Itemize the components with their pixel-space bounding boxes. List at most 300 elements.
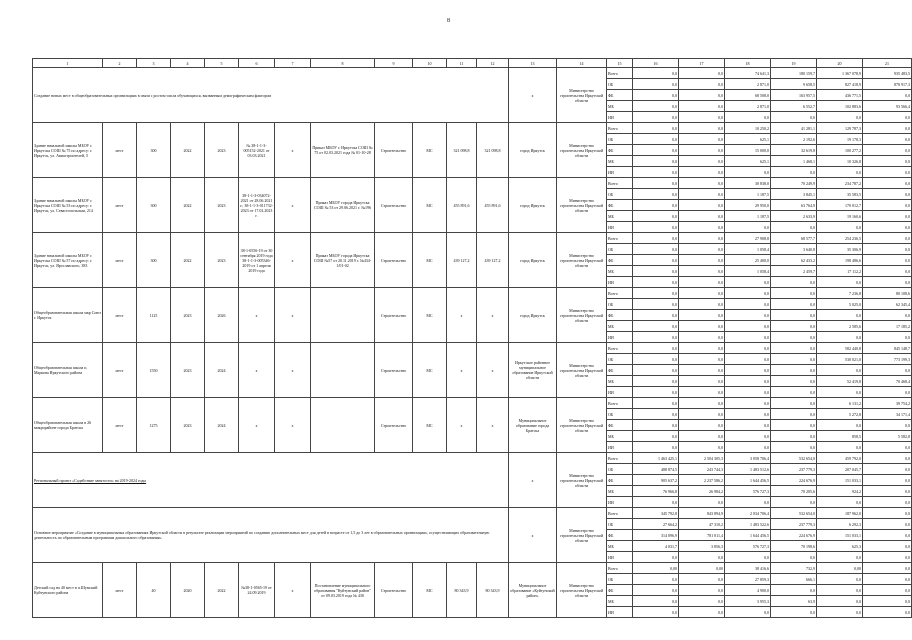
object-cell-8: Приказ МБОУ города Иркутска СОШ № 53 от 29.06.2021 г. №196 bbox=[311, 178, 375, 233]
column-number: 11 bbox=[447, 59, 477, 68]
object-cell-9: Строительство bbox=[375, 233, 413, 288]
amount-cell: 26 984,2 bbox=[679, 486, 725, 497]
source-label: ОБ bbox=[607, 574, 633, 585]
amount-cell: 0,0 bbox=[679, 409, 725, 420]
amount-cell: 2 459,7 bbox=[771, 266, 817, 277]
object-cell-4: 2022 bbox=[171, 233, 205, 288]
amount-cell: 625,1 bbox=[725, 134, 771, 145]
amount-cell: 2 871,0 bbox=[725, 79, 771, 90]
amount-cell: 0,0 bbox=[633, 574, 679, 585]
amount-cell: 0,0 bbox=[817, 387, 863, 398]
amount-cell: 0,0 bbox=[863, 200, 912, 211]
table-row-group-first bbox=[33, 398, 912, 409]
amount-cell: 2 871,0 bbox=[725, 101, 771, 112]
amount-cell: 0,0 bbox=[725, 398, 771, 409]
amount-cell: 530 021,0 bbox=[817, 354, 863, 365]
column-number: 7 bbox=[275, 59, 311, 68]
amount-cell: 0,0 bbox=[771, 167, 817, 178]
amount-cell: 70 198,6 bbox=[771, 541, 817, 552]
item-title-cell: Создание новых мест в общеобразовательных организациях в связи с ростом числа обучающихся, вызванным демографическим фактором bbox=[33, 68, 509, 123]
amount-cell: 0,0 bbox=[679, 442, 725, 453]
amount-cell: 0,0 bbox=[863, 233, 912, 244]
amount-cell: 0,0 bbox=[679, 244, 725, 255]
object-cell-10: МС bbox=[413, 178, 447, 233]
amount-cell: 0,0 bbox=[679, 585, 725, 596]
amount-cell: 0,0 bbox=[863, 266, 912, 277]
object-cell-5: 2023 bbox=[205, 178, 239, 233]
amount-cell: 0,0 bbox=[633, 310, 679, 321]
amount-cell: 0,0 bbox=[771, 321, 817, 332]
object-cell-8: Приказ МБОУ г. Иркутска СОШ № 75 от 02.03.2021 года № 01-10-28 bbox=[311, 123, 375, 178]
object-cell-12: х bbox=[477, 343, 509, 398]
object-cell-13: Иркутское районное муниципальное образование Иркутской области bbox=[509, 343, 557, 398]
object-cell-6: 38-1-0556-19 от 30 сентября 2019 года 38-1-1-3-005346-2019 от 1 апреля 2019 года bbox=[239, 233, 275, 288]
amount-cell: 163 957,5 bbox=[771, 90, 817, 101]
object-cell-5: 2026 bbox=[205, 288, 239, 343]
amount-cell: 0,0 bbox=[633, 211, 679, 222]
amount-cell: 10 326,8 bbox=[817, 156, 863, 167]
source-label: МБ bbox=[607, 596, 633, 607]
source-label: МБ bbox=[607, 376, 633, 387]
amount-cell: 0,0 bbox=[633, 244, 679, 255]
amount-cell: 0,0 bbox=[863, 310, 912, 321]
amount-cell: 0,0 bbox=[863, 112, 912, 123]
object-cell-1: Здание начальной школы МБОУ г. Иркутска СОШ № 53 по адресу: г. Иркутск, ул. Севастопольская, 214 bbox=[33, 178, 103, 233]
amount-cell: 3 640,8 bbox=[771, 244, 817, 255]
object-cell-1: Общеобразовательная школа мкр Союз г. Иркутск bbox=[33, 288, 103, 343]
source-label: ОБ bbox=[607, 299, 633, 310]
source-label: Всего bbox=[607, 398, 633, 409]
table-row-group-first bbox=[33, 178, 912, 189]
column-number: 12 bbox=[477, 59, 509, 68]
responsible-cell: Министерство строительства Иркутской области bbox=[557, 453, 607, 508]
amount-cell: 0,0 bbox=[817, 277, 863, 288]
object-cell-2: мест bbox=[103, 288, 137, 343]
amount-cell: 0,0 bbox=[679, 376, 725, 387]
amount-cell: 0,0 bbox=[817, 497, 863, 508]
object-cell-13: город Иркутск bbox=[509, 233, 557, 288]
amount-cell: 15 000,0 bbox=[725, 145, 771, 156]
amount-cell: 0,0 bbox=[679, 112, 725, 123]
amount-cell: 0,0 bbox=[863, 90, 912, 101]
amount-cell: 76 966,8 bbox=[633, 486, 679, 497]
amount-cell: 0,0 bbox=[679, 574, 725, 585]
source-label: ИИ bbox=[607, 442, 633, 453]
amount-cell: 1 483 522,6 bbox=[725, 519, 771, 530]
amount-cell: 576 727,3 bbox=[725, 541, 771, 552]
amount-cell: 27 859,3 bbox=[725, 574, 771, 585]
amount-cell: 2 237 586,2 bbox=[679, 475, 725, 486]
responsible-cell: Министерство строительства Иркутской области bbox=[557, 508, 607, 563]
page-number: 8 bbox=[447, 18, 450, 24]
object-cell-5: 2023 bbox=[205, 123, 239, 178]
object-cell-2: мест bbox=[103, 398, 137, 453]
object-cell-12: 455 891,6 bbox=[477, 178, 509, 233]
source-label: Всего bbox=[607, 563, 633, 574]
table-row-group-first bbox=[33, 453, 912, 464]
object-cell-5: 2023 bbox=[205, 233, 239, 288]
amount-cell: 0,0 bbox=[633, 321, 679, 332]
object-cell-4: 2020 bbox=[171, 563, 205, 618]
object-cell-1: Общеобразовательная школа в 26 микрорайоне города Братска bbox=[33, 398, 103, 453]
amount-cell: 32 619,8 bbox=[771, 145, 817, 156]
amount-cell: 0,0 bbox=[817, 332, 863, 343]
column-number: 13 bbox=[509, 59, 557, 68]
source-label: МБ bbox=[607, 431, 633, 442]
amount-cell: 0,0 bbox=[633, 552, 679, 563]
amount-cell: 0,0 bbox=[679, 277, 725, 288]
source-label: ИИ bbox=[607, 222, 633, 233]
object-cell-3: 1550 bbox=[137, 343, 171, 398]
amount-cell: 2 585,6 bbox=[817, 321, 863, 332]
column-number: 4 bbox=[171, 59, 205, 68]
source-label: Всего bbox=[607, 343, 633, 354]
amount-cell: 0,0 bbox=[679, 123, 725, 134]
amount-cell: 0,0 bbox=[771, 299, 817, 310]
amount-cell: 25 400,0 bbox=[725, 255, 771, 266]
amount-cell: 0,0 bbox=[725, 442, 771, 453]
column-number: 8 bbox=[311, 59, 375, 68]
amount-cell: 3 955,3 bbox=[725, 596, 771, 607]
object-cell-9: Строительство bbox=[375, 178, 413, 233]
amount-cell: 0,0 bbox=[725, 288, 771, 299]
amount-cell: 0,0 bbox=[817, 310, 863, 321]
table-row-group-first bbox=[33, 563, 912, 574]
amount-cell: 0,0 bbox=[863, 585, 912, 596]
amount-cell: 0,0 bbox=[817, 365, 863, 376]
object-cell-6: х bbox=[239, 398, 275, 453]
amount-cell: 4 900,0 bbox=[725, 585, 771, 596]
responsible-cell: Министерство строительства Иркутской области bbox=[557, 68, 607, 123]
amount-cell: 0,0 bbox=[771, 409, 817, 420]
source-label: ИИ bbox=[607, 277, 633, 288]
amount-cell: 0,0 bbox=[863, 453, 912, 464]
amount-cell: 0,0 bbox=[863, 332, 912, 343]
object-cell-3: 300 bbox=[137, 233, 171, 288]
amount-cell: 0,0 bbox=[679, 354, 725, 365]
object-cell-8 bbox=[311, 398, 375, 453]
amount-cell: 74 641,3 bbox=[725, 68, 771, 79]
amount-cell: 0,0 bbox=[725, 343, 771, 354]
object-cell-7: х bbox=[275, 343, 311, 398]
column-number: 5 bbox=[205, 59, 239, 68]
amount-cell: 0,0 bbox=[771, 354, 817, 365]
object-cell-1: Здание начальной школы МБОУ г. Иркутска СОШ № 57 по адресу: г. Иркутск, ул. Ярославского, 383 bbox=[33, 233, 103, 288]
amount-cell: 0,0 bbox=[633, 134, 679, 145]
amount-cell: 17 185,2 bbox=[863, 321, 912, 332]
amount-cell: 254 236,5 bbox=[817, 233, 863, 244]
amount-cell: 488 874,5 bbox=[633, 464, 679, 475]
amount-cell: 198 486,6 bbox=[817, 255, 863, 266]
amount-cell: 0,0 bbox=[771, 497, 817, 508]
amount-cell: 0,0 bbox=[725, 299, 771, 310]
amount-cell: 237 779,3 bbox=[771, 464, 817, 475]
amount-cell: 1 644 456,5 bbox=[725, 530, 771, 541]
object-cell-3: 40 bbox=[137, 563, 171, 618]
amount-cell: 0,0 bbox=[679, 343, 725, 354]
column-number: 10 bbox=[413, 59, 447, 68]
object-cell-11: 321 098,8 bbox=[447, 123, 477, 178]
amount-cell: 38 416,6 bbox=[725, 563, 771, 574]
object-cell-1: Детский сад на 40 мест в п.Шумский Куйтунского района bbox=[33, 563, 103, 618]
object-cell-4: 2022 bbox=[171, 123, 205, 178]
amount-cell: 0,0 bbox=[863, 420, 912, 431]
amount-cell: 314 096,9 bbox=[633, 530, 679, 541]
object-cell-10: МС bbox=[413, 233, 447, 288]
amount-cell: 0,0 bbox=[863, 387, 912, 398]
amount-cell: 6 292,3 bbox=[817, 519, 863, 530]
object-cell-5: 2022 bbox=[205, 563, 239, 618]
amount-cell: 827 418,9 bbox=[817, 79, 863, 90]
amount-cell: 170 012,7 bbox=[817, 200, 863, 211]
amount-cell: 0,0 bbox=[679, 332, 725, 343]
column-number: 6 bbox=[239, 59, 275, 68]
amount-cell: 0,0 bbox=[633, 332, 679, 343]
source-label: ФБ bbox=[607, 530, 633, 541]
source-label: ИИ bbox=[607, 552, 633, 563]
source-label: ИИ bbox=[607, 607, 633, 618]
object-cell-7: х bbox=[275, 178, 311, 233]
amount-cell: 47 310,2 bbox=[679, 519, 725, 530]
object-cell-9: Строительство bbox=[375, 563, 413, 618]
column-number: 1 bbox=[33, 59, 103, 68]
table-row-group-first bbox=[33, 343, 912, 354]
amount-cell: 0,0 bbox=[679, 222, 725, 233]
source-label: Всего bbox=[607, 288, 633, 299]
amount-cell: 0,0 bbox=[725, 112, 771, 123]
object-cell-6: №38-1-0565-19 от 24.09.2019 bbox=[239, 563, 275, 618]
amount-cell: 70 205,6 bbox=[771, 486, 817, 497]
table-row-group-first bbox=[33, 508, 912, 519]
amount-cell: 0,0 bbox=[725, 431, 771, 442]
amount-cell: 0,0 bbox=[817, 442, 863, 453]
table-row-group-first bbox=[33, 288, 912, 299]
object-cell-11: 455 891,6 bbox=[447, 178, 477, 233]
amount-cell: 0,0 bbox=[725, 365, 771, 376]
amount-cell: 0,0 bbox=[679, 200, 725, 211]
object-cell-2: мест bbox=[103, 233, 137, 288]
column-number: 21 bbox=[863, 59, 912, 68]
amount-cell: 0,0 bbox=[679, 189, 725, 200]
amount-cell: 70 249,9 bbox=[771, 178, 817, 189]
amount-cell: 459 792,0 bbox=[817, 453, 863, 464]
amount-cell: 0,0 bbox=[863, 442, 912, 453]
amount-cell: 93 566,4 bbox=[863, 101, 912, 112]
amount-cell: 0,0 bbox=[725, 167, 771, 178]
column-number: 18 bbox=[725, 59, 771, 68]
amount-cell: 0,00 bbox=[817, 563, 863, 574]
amount-cell: 5 272,8 bbox=[817, 409, 863, 420]
amount-cell: 0,0 bbox=[679, 79, 725, 90]
amount-cell: 0,0 bbox=[633, 442, 679, 453]
source-label: МБ bbox=[607, 101, 633, 112]
amount-cell: 1 187,5 bbox=[725, 211, 771, 222]
amount-cell: 0,0 bbox=[771, 222, 817, 233]
source-label: Всего bbox=[607, 453, 633, 464]
amount-cell: 0,0 bbox=[863, 244, 912, 255]
amount-cell: 0,0 bbox=[633, 200, 679, 211]
amount-cell: 532 654,0 bbox=[771, 453, 817, 464]
amount-cell: 224 676,9 bbox=[771, 530, 817, 541]
source-label: МБ bbox=[607, 156, 633, 167]
object-cell-3: 300 bbox=[137, 178, 171, 233]
amount-cell: 0,0 bbox=[863, 552, 912, 563]
source-label: ФБ bbox=[607, 420, 633, 431]
source-label: ОБ bbox=[607, 244, 633, 255]
source-label: МБ bbox=[607, 321, 633, 332]
amount-cell: 0,0 bbox=[725, 497, 771, 508]
amount-cell: 0,0 bbox=[725, 552, 771, 563]
source-label: ФБ bbox=[607, 255, 633, 266]
amount-cell: 0,0 bbox=[863, 541, 912, 552]
amount-cell: 0,0 bbox=[771, 277, 817, 288]
amount-cell: 0,0 bbox=[725, 321, 771, 332]
object-cell-2: мест bbox=[103, 563, 137, 618]
amount-cell: 0,0 bbox=[863, 134, 912, 145]
amount-cell: 0,0 bbox=[863, 211, 912, 222]
object-cell-5: 2024 bbox=[205, 398, 239, 453]
amount-cell: 0,0 bbox=[817, 222, 863, 233]
amount-cell: 62 433,2 bbox=[771, 255, 817, 266]
amount-cell: 0,0 bbox=[633, 398, 679, 409]
amount-cell: 0,0 bbox=[725, 332, 771, 343]
amount-cell: 2 192,6 bbox=[771, 134, 817, 145]
amount-cell: 237 779,3 bbox=[771, 519, 817, 530]
amount-cell: 1 058,4 bbox=[725, 244, 771, 255]
amount-cell: 0,0 bbox=[771, 332, 817, 343]
amount-cell: 35 583,5 bbox=[817, 189, 863, 200]
object-cell-13: Муниципальное образование города Братска bbox=[509, 398, 557, 453]
amount-cell: 0,0 bbox=[863, 486, 912, 497]
amount-cell: 0,0 bbox=[863, 178, 912, 189]
source-label: ФБ bbox=[607, 310, 633, 321]
amount-cell: 0,0 bbox=[771, 343, 817, 354]
amount-cell: 0,0 bbox=[863, 508, 912, 519]
amount-cell: 0,0 bbox=[863, 365, 912, 376]
amount-cell: 0,0 bbox=[633, 156, 679, 167]
amount-cell: 0,0 bbox=[771, 365, 817, 376]
column-number: 16 bbox=[633, 59, 679, 68]
object-cell-6: х bbox=[239, 343, 275, 398]
amount-cell: 151 033,1 bbox=[817, 475, 863, 486]
object-cell-9: Строительство bbox=[375, 398, 413, 453]
source-label: ИИ bbox=[607, 387, 633, 398]
amount-cell: 102 883,6 bbox=[817, 101, 863, 112]
amount-cell: 10 250,2 bbox=[725, 123, 771, 134]
object-cell-11: х bbox=[447, 398, 477, 453]
amount-cell: 0,0 bbox=[725, 607, 771, 618]
object-cell-14: Министерство строительства Иркутской области bbox=[557, 123, 607, 178]
amount-cell: 0,0 bbox=[679, 497, 725, 508]
amount-cell: 582 440,8 bbox=[817, 343, 863, 354]
amount-cell: 63,9 bbox=[771, 596, 817, 607]
amount-cell: 0,0 bbox=[633, 376, 679, 387]
source-label: ФБ bbox=[607, 200, 633, 211]
amount-cell: 0,0 bbox=[633, 178, 679, 189]
amount-cell: 0,0 bbox=[633, 277, 679, 288]
object-cell-7: х bbox=[275, 233, 311, 288]
object-cell-3: 300 bbox=[137, 123, 171, 178]
amount-cell: 1 187,5 bbox=[725, 189, 771, 200]
amount-cell: 0,0 bbox=[679, 156, 725, 167]
amount-cell: 19 178,3 bbox=[817, 134, 863, 145]
amount-cell: 0,0 bbox=[863, 464, 912, 475]
amount-cell: 0,0 bbox=[817, 574, 863, 585]
column-number: 14 bbox=[557, 59, 607, 68]
amount-cell: 207 045,7 bbox=[817, 464, 863, 475]
amount-cell: 0,0 bbox=[771, 387, 817, 398]
amount-cell: 0,0 bbox=[633, 167, 679, 178]
amount-cell: 0,0 bbox=[725, 420, 771, 431]
object-cell-1: Общеобразовательная школа п. Маркова Иркутского района bbox=[33, 343, 103, 398]
object-cell-9: Строительство bbox=[375, 123, 413, 178]
amount-cell: 0,0 bbox=[679, 68, 725, 79]
amount-cell: 9 658,5 bbox=[771, 79, 817, 90]
x-cell: х bbox=[509, 508, 557, 563]
amount-cell: 0,0 bbox=[863, 607, 912, 618]
amount-cell: 0,0 bbox=[633, 112, 679, 123]
amount-cell: 878 917,3 bbox=[863, 79, 912, 90]
amount-cell: 0,0 bbox=[771, 552, 817, 563]
amount-cell: 0,0 bbox=[679, 365, 725, 376]
amount-cell: 0,0 bbox=[817, 112, 863, 123]
object-cell-6: № 38-1-1-3-005152-2021 от 03.03.2021 bbox=[239, 123, 275, 178]
source-label: Всего bbox=[607, 68, 633, 79]
amount-cell: 0,0 bbox=[725, 222, 771, 233]
amount-cell: 187 962,0 bbox=[817, 508, 863, 519]
amount-cell: 436 771,5 bbox=[817, 90, 863, 101]
amount-cell: 625,1 bbox=[725, 156, 771, 167]
source-label: ИИ bbox=[607, 497, 633, 508]
amount-cell: 62 345,4 bbox=[863, 299, 912, 310]
amount-cell: 27 664,2 bbox=[633, 519, 679, 530]
amount-cell: 0,0 bbox=[679, 398, 725, 409]
amount-cell: 0,0 bbox=[863, 563, 912, 574]
source-label: Всего bbox=[607, 123, 633, 134]
amount-cell: 19 160,6 bbox=[817, 211, 863, 222]
column-number: 17 bbox=[679, 59, 725, 68]
amount-cell: 0,0 bbox=[771, 376, 817, 387]
object-cell-10: МС bbox=[413, 288, 447, 343]
amount-cell: 151 033,1 bbox=[817, 530, 863, 541]
object-cell-12: 80 343,9 bbox=[477, 563, 509, 618]
source-label: Всего bbox=[607, 233, 633, 244]
object-cell-10: МС bbox=[413, 398, 447, 453]
source-label: ОБ bbox=[607, 519, 633, 530]
amount-cell: 0,0 bbox=[679, 310, 725, 321]
object-cell-12: 439 127,2 bbox=[477, 233, 509, 288]
amount-cell: 1 468,1 bbox=[771, 156, 817, 167]
amount-cell: 0,00 bbox=[633, 563, 679, 574]
amount-cell: 243 744,3 bbox=[679, 464, 725, 475]
source-label: ФБ bbox=[607, 90, 633, 101]
amount-cell: 0,0 bbox=[817, 552, 863, 563]
source-label: ОБ bbox=[607, 134, 633, 145]
amount-cell: 0,0 bbox=[679, 167, 725, 178]
amount-cell: 0,0 bbox=[725, 387, 771, 398]
amount-cell: 625,3 bbox=[817, 541, 863, 552]
amount-cell: 0,0 bbox=[771, 288, 817, 299]
amount-cell: 732,9 bbox=[771, 563, 817, 574]
source-label: Всего bbox=[607, 508, 633, 519]
budget-table bbox=[32, 58, 912, 618]
object-cell-6: 38-1-1-3-034072-2021 от 28.06.2021 г.; 38-1-1-3-011732-2023 от 17.02.2023 г. bbox=[239, 178, 275, 233]
object-cell-13: город Иркутск bbox=[509, 178, 557, 233]
amount-cell: 0,0 bbox=[633, 90, 679, 101]
amount-cell: 0,0 bbox=[633, 607, 679, 618]
source-label: ФБ bbox=[607, 585, 633, 596]
amount-cell: 0,0 bbox=[633, 255, 679, 266]
